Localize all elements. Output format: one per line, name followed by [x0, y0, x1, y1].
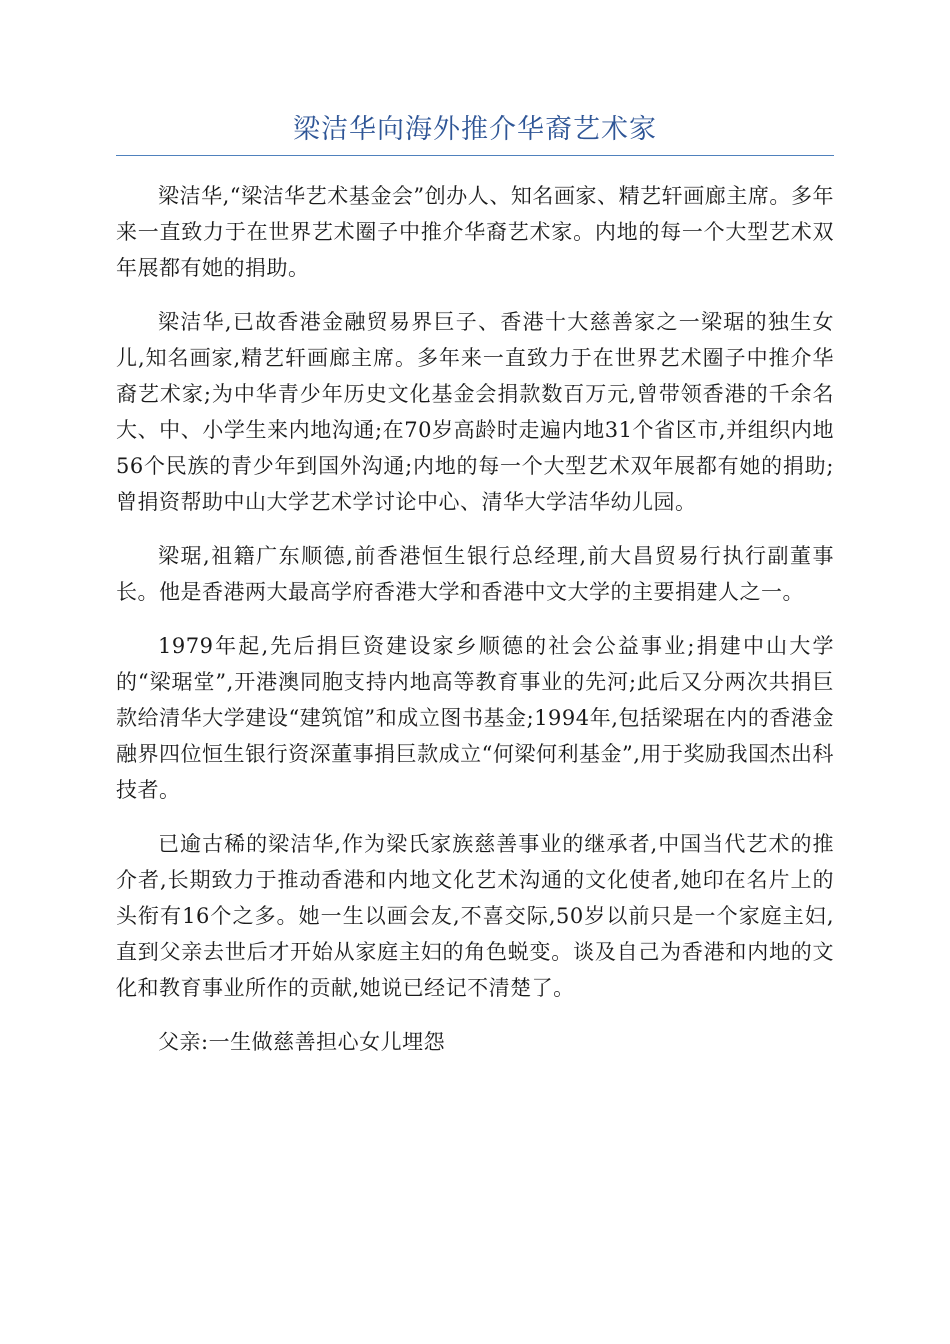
paragraph-father: 梁琚,祖籍广东顺德,前香港恒生银行总经理,前大昌贸易行执行副董事长。他是香港两大最高学府香港大学和香港中文大学的主要捐建人之一。	[116, 544, 834, 604]
paragraph-donations: 1979年起,先后捐巨资建设家乡顺德的社会公益事业;捐建中山大学的“梁琚堂”,开港澳同胞支持内地高等教育事业的先河;此后又分两次共捐巨款给清华大学建设“建筑馆”和成立图书基金;1994年,包括梁琚在内的香港金融界四位恒生银行资深董事捐巨款成立“何梁何利基金”,用于奖励我国杰出科技者。	[116, 634, 834, 802]
document-body	[116, 178, 834, 1078]
paragraph-biography: 梁洁华,已故香港金融贸易界巨子、香港十大慈善家之一梁琚的独生女儿,知名画家,精艺轩画廊主席。多年来一直致力于在世界艺术圈子中推介华裔艺术家;为中华青少年历史文化基金会捐款数百万元,曾带领香港的千余名大、中、小学生来内地沟通;在70岁高龄时走遍内地31个省区市,并组织内地56个民族的青少年到国外沟通;内地的每一个大型艺术双年展都有她的捐助;曾捐资帮助中山大学艺术学讨论中心、清华大学洁华幼儿园。	[116, 310, 834, 514]
paragraph-successor: 已逾古稀的梁洁华,作为梁氏家族慈善事业的继承者,中国当代艺术的推介者,长期致力于推动香港和内地文化艺术沟通的文化使者,她印在名片上的头衔有16个之多。她一生以画会友,不喜交际,50岁以前只是一个家庭主妇,直到父亲去世后才开始从家庭主妇的角色蜕变。谈及自己为香港和内地的文化和教育事业所作的贡献,她说已经记不清楚了。	[116, 832, 834, 1000]
title-underline	[116, 155, 834, 156]
paragraph-intro: 梁洁华,“梁洁华艺术基金会”创办人、知名画家、精艺轩画廊主席。多年来一直致力于在世界艺术圈子中推介华裔艺术家。内地的每一个大型艺术双年展都有她的捐助。	[116, 184, 834, 280]
section-heading: 父亲:一生做慈善担心女儿埋怨	[158, 1030, 446, 1054]
document-title: 梁洁华向海外推介华裔艺术家	[293, 114, 657, 145]
